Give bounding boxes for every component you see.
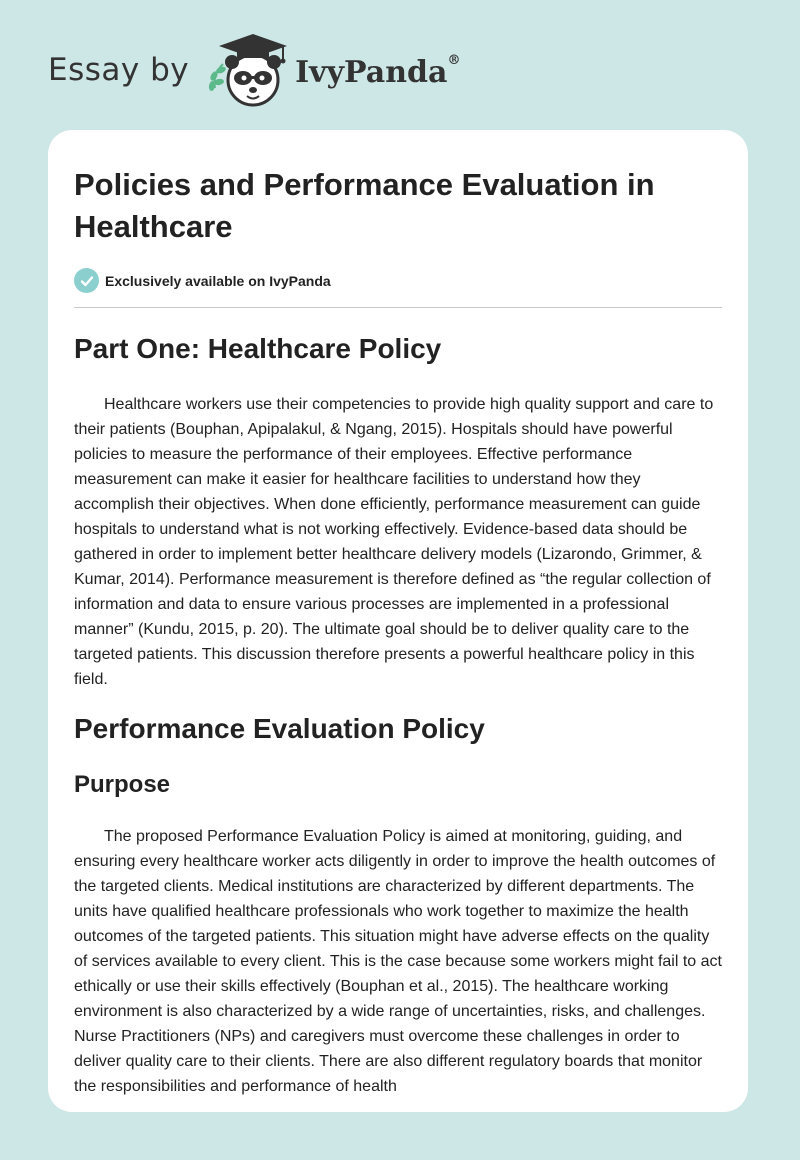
essay-by-label: Essay by <box>48 52 190 88</box>
section-heading-healthcare-policy: Part One: Healthcare Policy <box>74 333 442 364</box>
brand-name[interactable] <box>295 52 461 90</box>
section-heading-performance-evaluation: Performance Evaluation Policy <box>74 713 485 744</box>
exclusive-badge-text: Exclusively available on IvyPanda <box>105 272 331 289</box>
paragraph-healthcare-policy: Healthcare workers use their competencies to provide high quality support and care to their patients (Bouphan, Apipalakul, & Ngang, 2015). Hospitals should have powerful policies to measure the performance of their employees. Effective performance measurement can make it easier for healthcare facilities to understand how they accomplish their objectives. When done efficiently, performance measurement can guide hospitals to understand what is not working effectively. Evidence-based data should be gathered in order to implement better healthcare delivery models (Lizarondo, Grimmer, & Kumar, 2014). Performance measurement is therefore defined as “the regular collection of information and data to ensure various processes are implemented in a professional manner” (Kundu, 2015, p. 20). The ultimate goal should be to deliver quality care to the targeted patients. This discussion therefore presents a powerful healthcare policy in this field. <box>74 396 714 688</box>
site-header <box>48 30 460 110</box>
subsection-heading-purpose: Purpose <box>74 771 171 798</box>
article-card <box>48 130 748 1112</box>
brand-name-text: IvyPanda <box>295 54 448 90</box>
exclusive-badge <box>74 268 722 308</box>
paragraph-purpose: The proposed Performance Evaluation Policy is aimed at monitoring, guiding, and ensuring every healthcare worker acts diligently in order to improve the health outcomes of the targeted clients. Medical institutions are characterized by different departments. The units have qualified healthcare professionals who work together to maximize the health outcomes of the targeted patients. This situation might have adverse effects on the quality of services available to every client. This is the case because some workers might fail to act ethically or use their skills effectively (Bouphan et al., 2015). The healthcare working environment is also characterized by a wide range of uncertainties, risks, and challenges. Nurse Practitioners (NPs) and caregivers must overcome these challenges in order to deliver quality care to their clients. There are also different regulatory boards that monitor the responsibilities and performance of health <box>74 828 722 1095</box>
check-icon <box>74 268 99 293</box>
panda-logo-icon[interactable] <box>203 30 293 110</box>
page-title: Policies and Performance Evaluation in Healthcare <box>74 167 655 244</box>
trademark-symbol: ® <box>447 52 461 68</box>
